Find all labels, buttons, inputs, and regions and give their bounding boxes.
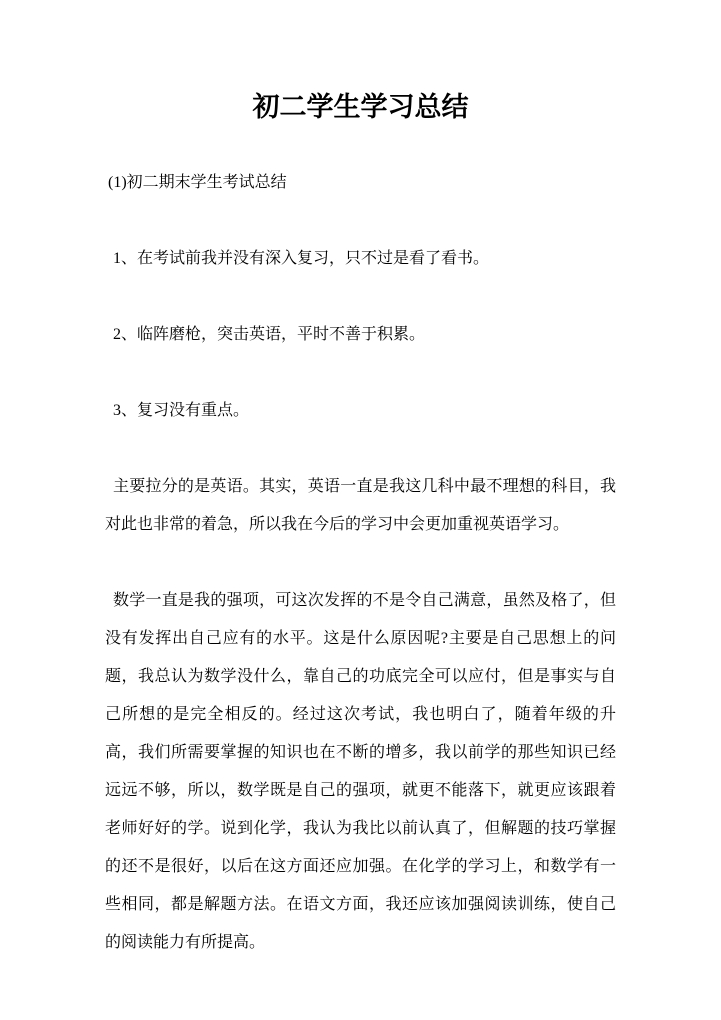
list-item-2: 2、临阵磨枪，突击英语，平时不善于积累。 <box>113 326 426 343</box>
document-title: 初二学生学习总结 <box>252 92 469 122</box>
section-heading: (1)初二期末学生考试总结 <box>108 174 287 191</box>
body-paragraph-subjects: 数学一直是我的强项，可这次发挥的不是令自己满意，虽然及格了，但没有发挥出自己应有的水平。这是什么原因呢?主要是自己思想上的问题，我总认为数学没什么，靠自己的功底完全可以应付，但是事实与自己所想的是完全相反的。经过这次考试，我也明白了，随着年级的升高，我们所需要掌握的知识也在不断的增多，我以前学的那些知识已经远远不够，所以，数学既是自己的强项，就更不能落下，就更应该跟着老师好好的学。说到化学，我认为我比以前认真了，但解题的技巧掌握的还不是很好，以后在这方面还应加强。在化学的学习上，和数学有一些相同，都是解题方法。在语文方面，我还应该加强阅读训练，使自己的阅读能力有所提高。 <box>105 592 616 951</box>
list-item-1: 1、在考试前我并没有深入复习，只不过是看了看书。 <box>113 250 490 267</box>
list-item-3: 3、复习没有重点。 <box>113 402 250 419</box>
body-paragraph-english: 主要拉分的是英语。其实，英语一直是我这几科中最不理想的科目，我对此也非常的着急，所以我在今后的学习中会更加重视英语学习。 <box>105 478 616 533</box>
